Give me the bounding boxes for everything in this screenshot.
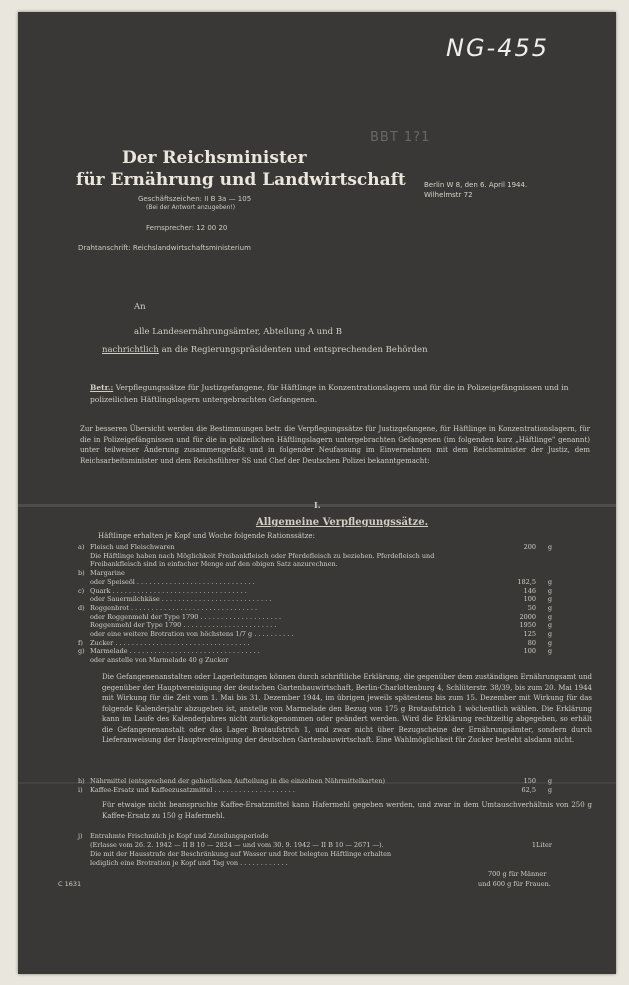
row-amount: 1950 — [519, 621, 536, 630]
handwritten-annotation: NG-455 — [446, 34, 550, 62]
place-date — [424, 180, 527, 200]
row-text: Entrahmte Frischmilch je Kopf und Zuteilungsperiode — [90, 832, 269, 840]
row-amount: 150 — [523, 777, 536, 785]
row-label: i) — [78, 786, 83, 794]
row-unit: g — [547, 603, 552, 612]
row-unit: g — [547, 786, 552, 794]
row-unit: g — [547, 621, 552, 630]
coffee-paragraph: Für etwaige nicht beanspruchte Kaffee-Ersatzmittel kann Hafermehl gegeben werden, und zwar in dem Umtauschverhältnis von 250 g Kaffee-Ersatz zu 150 g Hafermehl. — [102, 801, 592, 820]
row-text: Fleisch und Fleischwaren — [90, 543, 175, 551]
telegram-address: Drahtanschrift: Reichslandwirtschaftsministerium — [78, 244, 251, 252]
address-nachrichtlich: nachrichtlich — [102, 345, 159, 355]
row-text: lediglich eine Brotration je Kopf und Tag von . . . . . . . . . . . . — [90, 859, 288, 867]
row-text: Margarine — [90, 569, 125, 578]
row-unit: g — [547, 543, 552, 551]
row-text: (Erlasse vom 26. 2. 1942 — II B 10 — 2824 — und vom 30. 9. 1942 — II B 10 — 2671 —). — [90, 841, 384, 849]
row-label: f) — [78, 638, 83, 647]
street-line: Wilhelmstr 72 — [424, 191, 473, 199]
subject-label: Betr.: — [90, 383, 114, 392]
row-unit: Liter — [536, 841, 552, 849]
row-text: Freibankfleisch sind in einfacher Menge auf den obigen Satz anzurechnen. — [90, 560, 338, 569]
row-label: c) — [78, 586, 85, 595]
section-title: Allgemeine Verpflegungssätze. — [256, 517, 429, 528]
row-text: Quark . . . . . . . . . . . . . . . . . . . . . . . . . . . . . . . . . — [90, 586, 247, 595]
row-text: Marmelade . . . . . . . . . . . . . . . . . . . . . . . . . . . . . . . . — [90, 647, 260, 656]
row-text: Die Häftlinge haben nach Möglichkeit Freibankfleisch oder Pferdefleisch zu beziehen. Pferdefleisch und — [90, 551, 435, 560]
row-amount: 2000 — [519, 612, 536, 621]
row-unit: g — [547, 595, 552, 604]
reference-note: (Bei der Antwort anzugeben!) — [146, 204, 236, 211]
faint-stamp: BBT 1?1 — [370, 130, 431, 145]
row-unit: g — [547, 647, 552, 656]
ministry-title-line2: für Ernährung und Landwirtschaft — [76, 170, 406, 190]
row-unit: g — [547, 577, 552, 586]
intro-paragraph: Zur besseren Übersicht werden die Bestimmungen betr. die Verpflegungssätze für Justizgefangene, für Häftlinge in Konzentrationslagern, für die in Polizeigefängnissen und für die in polizeilichen Häftlingslagern untergebrachten Gefangenen (im folgenden kurz „Häftlinge" genannt) unter teilweiser Änderung zusammengefaßt und in folgender Neufassung im Einvernehmen mit dem Reichsminister der Justiz, dem Reichsarbeitsminister und dem Reichsführer SS und Chef der Deutschen Polizei bekanntgemacht: — [80, 425, 590, 465]
subject — [90, 382, 590, 406]
row-text: Zucker . . . . . . . . . . . . . . . . . . . . . . . . . . . . . . . . . — [90, 638, 250, 647]
row-amount: 125 — [523, 630, 536, 638]
row-label: b) — [78, 569, 85, 578]
phone-number: Fernsprecher: 12 00 20 — [146, 224, 228, 232]
row-label: a) — [78, 543, 85, 551]
row-unit: g — [547, 638, 552, 647]
place-date-line: Berlin W 8, den 6. April 1944. — [424, 181, 528, 189]
row-text: oder Sauermilchkäse . . . . . . . . . . . . . . . . . . . . . . . . . . . — [90, 595, 272, 604]
row-unit: g — [547, 586, 552, 595]
row-text: oder anstelle von Marmelade 40 g Zucker — [90, 656, 229, 665]
footer-code: C 1631 — [58, 880, 82, 888]
row-amount: 50 — [527, 603, 536, 612]
ministry-title-line1: Der Reichsminister — [122, 148, 307, 168]
row-text: oder Speiseöl . . . . . . . . . . . . . . . . . . . . . . . . . . . . . — [90, 577, 255, 586]
row-text: oder Roggenmehl der Type 1790 . . . . . . . . . . . . . . . . . . . . — [90, 612, 282, 621]
row-amount: 200 — [523, 543, 536, 551]
section-number: I. — [314, 500, 321, 510]
row-text: Nährmittel (entsprechend der gebietlichen Aufteilung in die einzelnen Nährmittelkarten) — [90, 777, 386, 785]
address-line1: alle Landesernährungsämter, Abteilung A und B — [134, 327, 343, 337]
address-line2 — [102, 345, 428, 355]
row-text: Roggenbrot . . . . . . . . . . . . . . . . . . . . . . . . . . . . . . . — [90, 603, 258, 612]
row-amount: 100 — [523, 595, 536, 604]
row-amount: 1 — [531, 841, 536, 849]
row-amount: 80 — [527, 638, 536, 647]
row-text: Roggenmehl der Type 1790 . . . . . . . . . . . . . . . . . . . . . . . — [90, 621, 277, 630]
row-amount: 62,5 — [521, 786, 536, 794]
row-label: d) — [78, 603, 85, 612]
row-text: Kaffee-Ersatz und Kaffeezusatzmittel . . . . . . . . . . . . . . . . . . . . — [90, 786, 295, 794]
row-unit: g — [547, 630, 552, 638]
row-text: oder eine weitere Brotration von höchstens 1/7 g . . . . . . . . . . — [90, 630, 294, 638]
marmalade-paragraph: Die Gefangenenanstalten oder Lagerleitungen können durch schriftliche Erklärung, die gegenüber dem zuständigen Ernährungsamt und gegenüber der Hauptvereinigung der deutschen Gartenbauwirtschaft, Berlin-Charlottenburg 4, Schlüterstr. 38/39, bis zum 20. Mai 1944 mit Wirkung für die Zeit vom 1. Mai bis 31. Dezember 1944, im übrigen jeweils spätestens bis zum 15. Dezember mit Wirkung für das folgende Kalenderjahr abzugeben ist, anstelle von Marmelade den Bezug von 175 g Brotaufstrich 1 wöchentlich wählen. Die Erklärung kann im Laufe des Kalenderjahres nicht zurückgenommen oder geändert werden. Wird die Erklärung rechtzeitig abgegeben, so erhält die Gefangenenanstalt oder das Lager Brotaufstrich 1, und zwar nicht über Bezugscheine der Ernährungsämter, sondern durch Lieferanweisung der Hauptvereinigung der deutschen Gartenbauwirtschaft. Eine Wahlmöglichkeit für Zucker besteht alsdann nicht. — [102, 673, 592, 744]
row-label: h) — [78, 777, 85, 785]
section-lead: Häftlinge erhalten je Kopf und Woche folgende Rationssätze: — [98, 532, 315, 540]
reference-number: Geschäftszeichen: II B 3a — 105 — [138, 195, 252, 203]
row-unit: g — [547, 612, 552, 621]
row-amount: 100 — [523, 647, 536, 656]
bread-women: und 600 g für Frauen. — [478, 880, 551, 888]
document-sheet — [18, 12, 616, 974]
row-amount: 146 — [523, 586, 536, 595]
bread-men: 700 g für Männer — [488, 870, 547, 878]
address-line2-rest: an die Regierungspräsidenten und entsprechenden Behörden — [161, 345, 428, 355]
row-label: j) — [78, 832, 83, 840]
row-text: Die mit der Hausstrafe der Beschränkung auf Wasser und Brot belegten Häftlinge erhalten — [90, 850, 392, 858]
subject-text: Verpflegungssätze für Justizgefangene, für Häftlinge in Konzentrationslagern und für die in Polizeigefängnissen und in polizeilichen Häftlingslagern untergebrachten Gefangenen. — [90, 383, 569, 404]
address-an: An — [134, 302, 146, 312]
row-unit: g — [547, 777, 552, 785]
row-amount: 182,5 — [517, 577, 536, 586]
row-label: g) — [78, 647, 85, 656]
